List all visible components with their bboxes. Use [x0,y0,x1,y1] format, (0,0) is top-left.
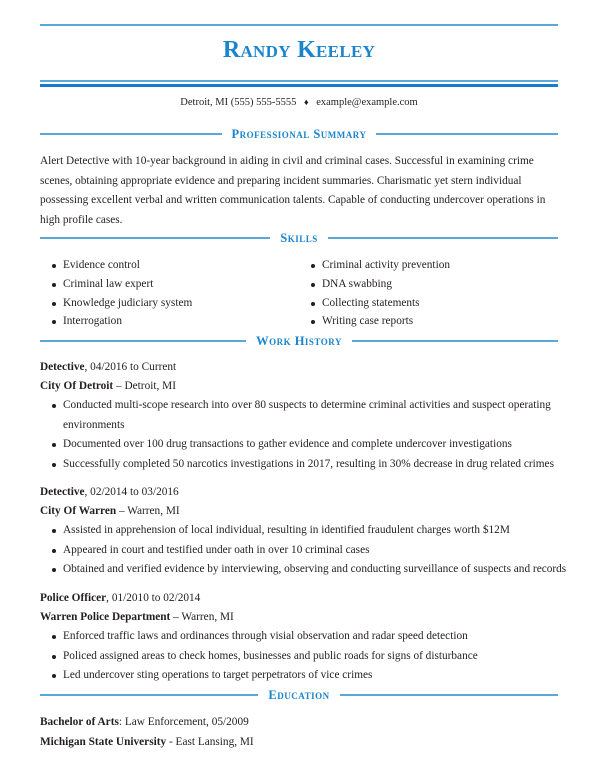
degree-name: Bachelor of Arts [40,716,119,728]
contact-info [40,97,558,108]
job-title-line [40,358,570,377]
heading-rule-left [40,340,246,342]
heading-rule-left [40,133,222,135]
section-title: Skills [280,230,318,245]
contact-phone: (555) 555-5555 [230,97,297,108]
education-entry [40,712,558,752]
skills-list [40,256,558,331]
employer-line [40,502,570,521]
job-title: Detective [40,361,85,373]
job-bullet: Assisted in apprehension of local individual, resulting in identified fraudulent charges worth $12M [52,521,570,541]
contact-email: example@example.com [316,97,418,108]
degree-line [40,712,558,732]
contact-location: Detroit, MI [180,97,229,108]
school-location: - East Lansing, MI [166,736,254,748]
job-title: Police Officer [40,592,107,604]
header-rule-thick [40,84,558,87]
job-title-line [40,589,570,608]
job-bullet: Appeared in court and testified under oath in over 10 criminal cases [52,541,570,561]
skill-item: DNA swabbing [311,275,558,294]
work-entry [40,589,570,686]
heading-rule-left [40,694,258,696]
job-bullet: Obtained and verified evidence by interviewing, observing and conducting surveillance of suspects and records [52,560,570,580]
employer-name: City Of Detroit [40,380,114,392]
job-bullet: Successfully completed 50 narcotics investigations in 2017, resulting in 30% decrease in drug related crimes [52,455,570,475]
work-entry [40,483,570,580]
job-bullet: Enforced traffic laws and ordinances through visial observation and radar speed detection [52,627,570,647]
skills-column-right [299,256,558,331]
employer-line [40,608,570,627]
heading-rule-right [352,340,558,342]
job-bullet: Led undercover sting operations to target perpetrators of vice crimes [52,666,570,686]
heading-rule-left [40,237,270,239]
job-bullets [40,627,570,686]
candidate-name: Randy Keeley [222,37,376,63]
job-dates: , 02/2014 to 03/2016 [84,486,179,498]
school-line [40,732,558,752]
skill-item: Criminal activity prevention [311,256,558,275]
section-title: Work History [256,333,342,348]
skill-item: Collecting statements [311,294,558,313]
section-heading-summary [40,127,558,141]
header-rule-thin [40,80,558,82]
job-dates: , 01/2010 to 02/2014 [106,592,201,604]
employer-location: – Detroit, MI [113,380,176,392]
employer-location: – Warren, MI [116,505,180,517]
summary-paragraph: Alert Detective with 10-year background in aiding in civil and criminal cases. Successful in examining crime scenes, obtaining appropriate evidence and preparing incident summaries. Charismatic yet stern individual possessing excellent verbal and written communication talents. Capable of conducting undercover operations in high profile cases. [40,155,546,226]
section-heading-education [40,688,558,702]
skill-item: Interrogation [52,312,299,331]
work-entry [40,358,570,474]
skill-item: Knowledge judiciary system [52,294,299,313]
section-heading-work-history [40,334,558,348]
heading-rule-right [328,237,558,239]
heading-rule-right [340,694,558,696]
job-bullets [40,396,570,474]
skill-item: Evidence control [52,256,299,275]
section-heading-skills [40,231,558,245]
skill-item: Criminal law expert [52,275,299,294]
heading-rule-right [376,133,558,135]
job-dates: , 04/2016 to Current [84,361,177,373]
job-bullet: Conducted multi-scope research into over 80 suspects to determine criminal activities and suspect operating environments [52,396,570,435]
employer-line [40,377,570,396]
employer-name: Warren Police Department [40,611,171,623]
employer-location: – Warren, MI [170,611,234,623]
job-title: Detective [40,486,85,498]
job-title-line [40,483,570,502]
school-name: Michigan State University [40,736,167,748]
diamond-separator-icon: ♦ [303,97,309,107]
degree-field: : Law Enforcement, 05/2009 [118,716,249,728]
header-top-rule [40,24,558,26]
section-title: Professional Summary [231,126,367,141]
job-bullet: Documented over 100 drug transactions to gather evidence and complete undercover investigations [52,435,570,455]
section-title: Education [268,687,330,702]
skill-item: Writing case reports [311,312,558,331]
job-bullet: Policed assigned areas to check homes, businesses and public roads for signs of disturbance [52,647,570,667]
job-bullets [40,521,570,580]
skills-column-left [40,256,299,331]
employer-name: City Of Warren [40,505,117,517]
